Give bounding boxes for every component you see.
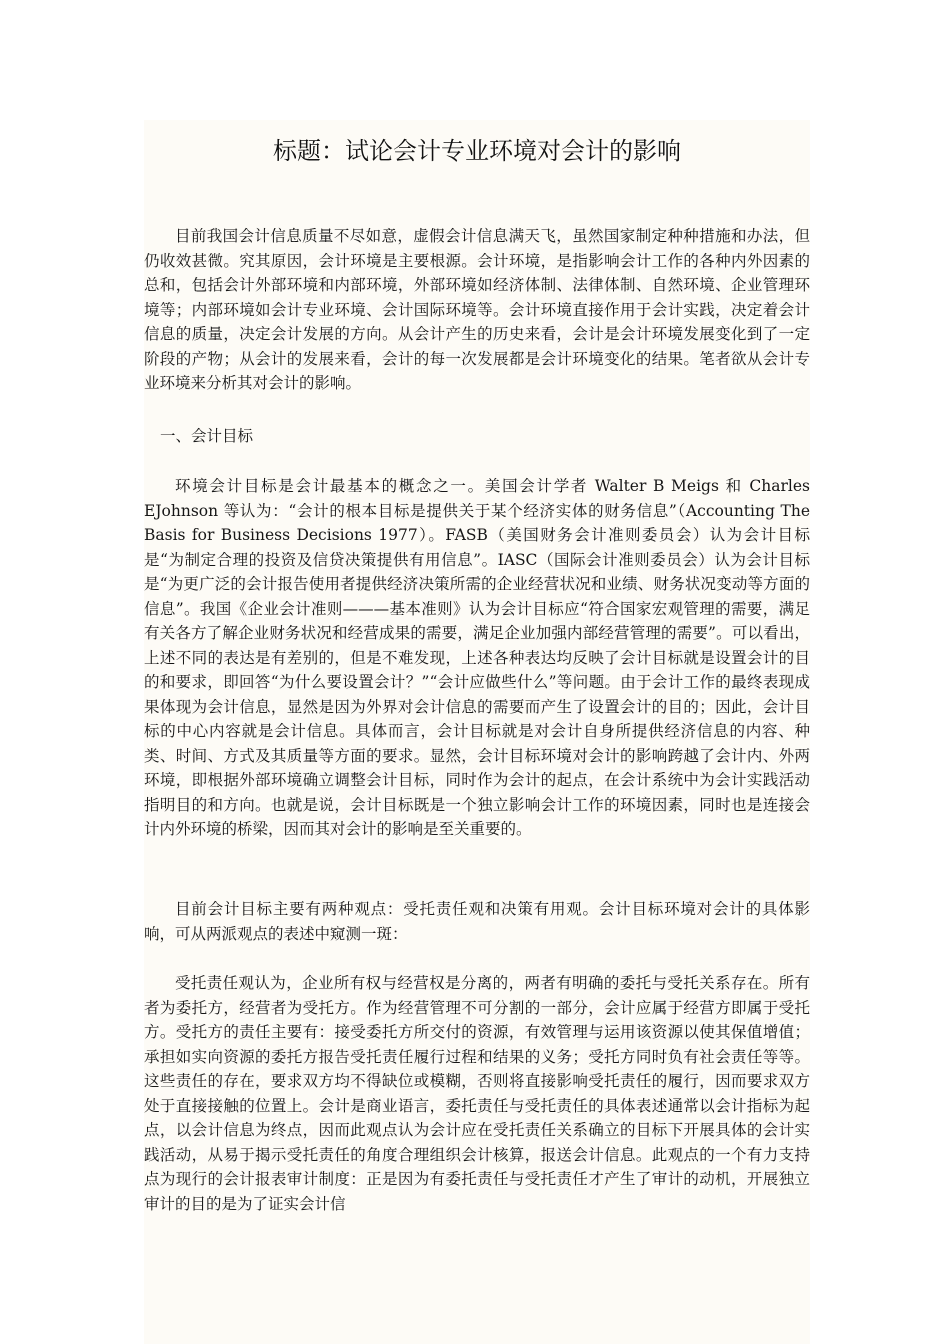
section-heading-accounting-objective: 一、会计目标 [160, 427, 254, 445]
paragraph-accounting-objective-definition: 环境会计目标是会计最基本的概念之一。美国会计学者 Walter B Meigs 和 Charles EJohnson 等认为：“会计的根本目标是提供关于某个经济实体的财务信息”（Accounting The Basis for Business Decisions 1977）。FASB（美国财务会计准则委员会）认为会计目标是“为制定合理的投资及信贷决策提供有用信息”。IASC（国际会计准则委员会）认为会计目标是“为更广泛的会计报告使用者提供经济决策所需的企业经营状况和业绩、财务状况变动等方面的信息”。我国《企业会计准则———基本准则》认为会计目标应“符合国家宏观管理的需要，满足有关各方了解企业财务状况和经营成果的需要，满足企业加强内部经营管理的需要”。可以看出，上述不同的表达是有差别的，但是不难发现，上述各种表达均反映了会计目标就是设置会计的目的和要求，即回答“为什么要设置会计？”“会计应做些什么”等问题。由于会计工作的最终表现成果体现为会计信息，显然是因为外界对会计信息的需要而产生了设置会计的目的；因此，会计目标的中心内容就是会计信息。具体而言，会计目标就是对会计自身所提供经济信息的内容、种类、时间、方式及其质量等方面的要求。显然，会计目标环境对会计的影响跨越了会计内、外两环境，即根据外部环境确立调整会计目标，同时作为会计的起点，在会计系统中为会计实践活动指明目的和方向。也就是说，会计目标既是一个独立影响会计工作的环境因素，同时也是连接会计内外环境的桥梁，因而其对会计的影响是至关重要的。 [144, 477, 810, 838]
document-body [144, 120, 810, 1344]
document-title: 标题：试论会计专业环境对会计的影响 [273, 137, 681, 165]
intro-paragraph: 目前我国会计信息质量不尽如意，虚假会计信息满天飞，虽然国家制定种种措施和办法，但仍收效甚微。究其原因，会计环境是主要根源。会计环境，是指影响会计工作的各种内外因素的总和，包括会计外部环境和内部环境，外部环境如经济体制、法律体制、自然环境、企业管理环境等；内部环境如会计专业环境、会计国际环境等。会计环境直接作用于会计实践，决定着会计信息的质量，决定会计发展的方向。从会计产生的历史来看，会计是会计环境发展变化到了一定阶段的产物；从会计的发展来看，会计的每一次发展都是会计环境变化的结果。笔者欲从会计专业环境来分析其对会计的影响。 [144, 227, 810, 392]
paragraph-two-viewpoints: 目前会计目标主要有两种观点：受托责任观和决策有用观。会计目标环境对会计的具体影响，可从两派观点的表述中窥测一斑： [144, 900, 810, 943]
paragraph-stewardship-view: 受托责任观认为，企业所有权与经营权是分离的，两者有明确的委托与受托关系存在。所有者为委托方，经营者为受托方。作为经营管理不可分割的一部分，会计应属于经营方即属于受托方。受托方的责任主要有：接受委托方所交付的资源，有效管理与运用该资源以使其保值增值；承担如实向资源的委托方报告受托责任履行过程和结果的义务；受托方同时负有社会责任等等。这些责任的存在，要求双方均不得缺位或模糊，否则将直接影响受托责任的履行，因而要求双方处于直接接触的位置上。会计是商业语言，委托责任与受托责任的具体表述通常以会计指标为起点，以会计信息为终点，因而此观点认为会计应在受托责任关系确立的目标下开展具体的会计实践活动，从易于揭示受托责任的角度合理组织会计核算，报送会计信息。此观点的一个有力支持点为现行的会计报表审计制度：正是因为有委托责任与受托责任才产生了审计的动机，开展独立审计的目的是为了证实会计信 [144, 974, 810, 1213]
